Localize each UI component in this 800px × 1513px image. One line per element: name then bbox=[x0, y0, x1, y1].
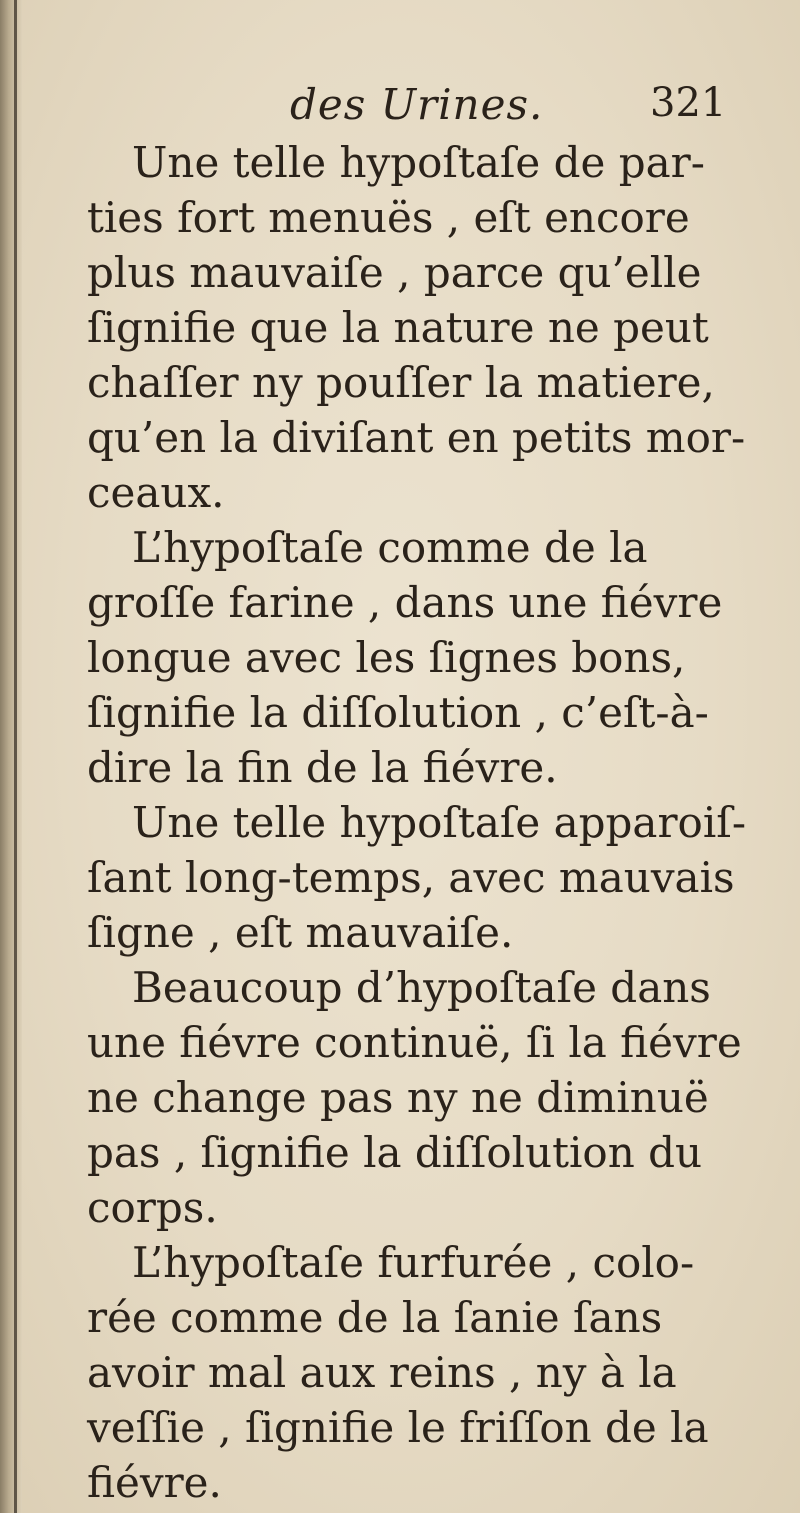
text-line: Une telle hypoſtaſe apparoiſ- bbox=[132, 798, 747, 847]
paragraph bbox=[87, 960, 742, 1235]
paragraph bbox=[87, 795, 747, 960]
text-line: groſſe farine , dans une fiévre bbox=[87, 578, 723, 627]
text-line: plus mauvaiſe , parce qu’elle bbox=[87, 248, 702, 297]
text-line: dire la fin de la fiévre. bbox=[87, 743, 558, 792]
text-line: chaſſer ny pouſſer la matiere, bbox=[87, 358, 715, 407]
text-line: rée comme de la ſanie ſans bbox=[87, 1293, 663, 1342]
text-line: qu’en la diviſant en petits mor- bbox=[87, 413, 746, 462]
text-line: ne change pas ny ne diminuë bbox=[87, 1073, 709, 1122]
page-number: 321 bbox=[650, 80, 727, 126]
text-line: ſignifie la diſſolution , c’eſt-à- bbox=[87, 688, 709, 737]
paragraph bbox=[87, 1235, 737, 1510]
running-title: des Urines. bbox=[290, 80, 544, 129]
text-line: corps. bbox=[87, 1183, 218, 1232]
text-line: veſſie , ſignifie le friſſon de la bbox=[87, 1403, 709, 1452]
text-line: L’hypoſtaſe furfurée , colo- bbox=[132, 1238, 695, 1287]
text-line: ceaux. bbox=[87, 468, 225, 517]
text-line: fiévre. bbox=[87, 1458, 222, 1507]
body-text bbox=[87, 135, 747, 1510]
paragraph bbox=[87, 135, 746, 520]
text-line: pas , ſignifie la diſſolution du bbox=[87, 1128, 703, 1177]
paragraph bbox=[87, 520, 737, 795]
text-line: ties fort menuës , eſt encore bbox=[87, 193, 690, 242]
text-line: ſant long-temps, avec mauvais bbox=[87, 853, 735, 902]
binding-edge bbox=[14, 0, 17, 1513]
running-header bbox=[0, 80, 800, 140]
text-line: avoir mal aux reins , ny à la bbox=[87, 1348, 677, 1397]
page-gutter-shadow bbox=[0, 0, 22, 1513]
text-line: longue avec les ſignes bons, bbox=[87, 633, 686, 682]
text-line: Une telle hypoſtaſe de par- bbox=[132, 138, 705, 187]
text-line: Beaucoup d’hypoſtaſe dans bbox=[132, 963, 711, 1012]
text-line: une fiévre continuë, ſi la fiévre bbox=[87, 1018, 742, 1067]
text-line: L’hypoſtaſe comme de la bbox=[132, 523, 648, 572]
text-line: ſigne , eſt mauvaiſe. bbox=[87, 908, 514, 957]
text-line: ſignifie que la nature ne peut bbox=[87, 303, 709, 352]
